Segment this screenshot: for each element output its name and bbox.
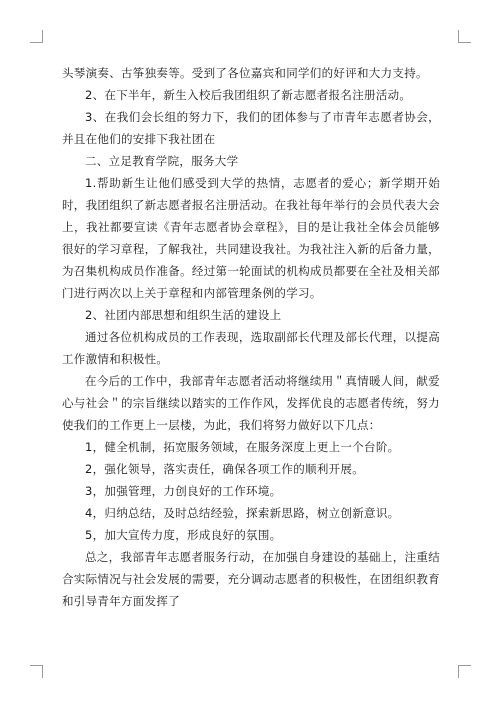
list-item-5: 5，加大宣传力度，形成良好的氛围。 [85,528,282,542]
crop-mark-top-right [458,30,471,43]
list-item-1: 1，健全机制，拓宽服务领域，在服务深度上更上一个台阶。 [85,440,400,454]
paragraph-1: 2、在下半年，新生入校后我团组织了新志愿者报名注册活动。 [85,88,412,102]
crop-mark-bottom-right [458,665,471,678]
list-item-3: 3，加强管理，力创良好的工作环境。 [85,484,282,498]
crop-mark-bottom-left [30,665,43,678]
paragraph-13: 总之，我部青年志愿者服务行动，在加强自身建设的基础上，注重结合实际情况与社会发展的需要，充分调动志愿者的积极性，在团组织教育和引导青年方面发挥了 [62,550,440,608]
list-item-4: 4，归纳总结，及时总结经验，探索新思路，树立创新意识。 [85,506,400,520]
paragraph-2: 3、在我们会长组的努力下，我们的团体参与了市青年志愿者协会，并且在他们的安排下我社团在 [62,110,440,146]
document-body [62,62,440,612]
paragraph-0: 头琴演奏、古筝独奏等。受到了各位嘉宾和同学们的好评和大力支持。 [62,66,428,80]
paragraph-4: 1.帮助新生让他们感受到大学的热情，志愿者的爱心；新学期开始时，我团组织了新志愿者报名注册活动。在我社每年举行的会员代表大会上，我社都要宣读《青年志愿者协会章程》，目的是让我社全体会员能够很好的学习章程，了解我社，共同建设我社。为我社注入新的后备力量，为召集机构成员作准备。经过第一轮面试的机构成员都要在全社及相关部门进行两次以上关于章程和内部管理条例的学习。 [62,176,440,300]
paragraph-6: 通过各位机构成员的工作表现，选取副部长代理及部长代理，以提高工作激情和积极性。 [62,330,440,366]
paragraph-7: 在今后的工作中，我部青年志愿者活动将继续用＂真情暖人间，献爱心与社会＂的宗旨继续以踏实的工作作风，发挥优良的志愿者传统，努力使我们的工作更上一层楼，为此，我们将努力做好以下几点： [62,374,440,432]
section-heading: 二、立足教育学院，服务大学 [85,154,239,168]
subsection-heading: 2、社团内部思想和组织生活的建设上 [85,308,282,322]
crop-mark-top-left [30,30,43,43]
list-item-2: 2，强化领导，落实责任，确保各项工作的顺利开展。 [85,462,365,476]
